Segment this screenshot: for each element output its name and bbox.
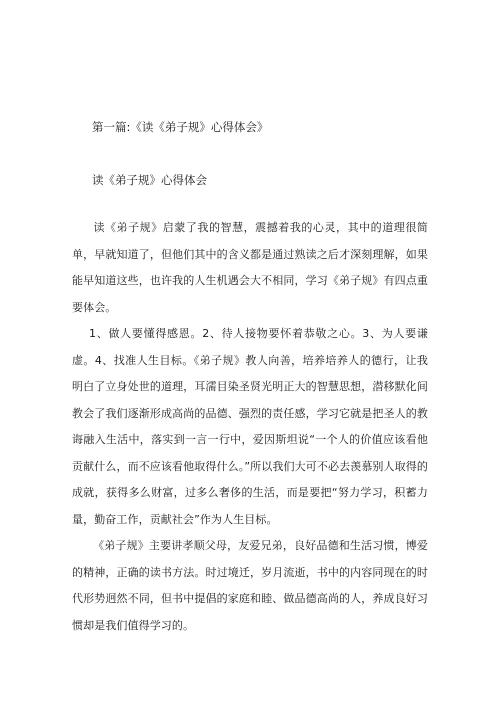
paragraph-1-text: 读《弟子规》启蒙了我的智慧，震撼着我的心灵，其中的道理很简单，早就知道了，但他们其中的含义都是通过熟读之后才深刻理解，如果能早知道这些，也许我的人生机遇会大不相同，学习《弟子规》有四点重要体会。 — [72, 221, 428, 314]
paragraph-2 — [72, 321, 428, 533]
paragraph-1 — [72, 215, 428, 321]
paragraph-3-text: 《弟子规》主要讲孝顺父母，友爱兄弟，良好品德和生活习惯，博爱的精神，正确的读书方法。时过境迁，岁月流逝，书中的内容同现在的时代形势迥然不同，但书中提倡的家庭和睦、做品德高尚的人，养成良好习惯却是我们值得学习的。 — [72, 539, 428, 632]
paragraph-2-text: 1、做人要懂得感恩。2、待人接物要怀着恭敬之心。3、为人要谦虚。4、找准人生目标。《弟子规》教人向善，培养培养人的德行，让我明白了立身处世的道理，耳濡目染圣贤光明正大的智慧思想，潜移默化间教会了我们逐渐形成高尚的品德、强烈的责任感，学习它就是把圣人的教诲融入生活中，落实到一言一行中，爱因斯坦说“一个人的价值应该看他贡献什么，而不应该看他取得什么。”所以我们大可不必去羡慕别人取得的成就，获得多么财富，过多么奢侈的生活，而是要把“努力学习，积蓄力量，勤奋工作，贡献社会”作为人生目标。 — [72, 327, 428, 526]
section-title: 读《弟子规》心得体会 — [92, 173, 207, 187]
paragraph-3 — [72, 533, 428, 639]
chapter-title: 第一篇:《读《弟子规》心得体会》 — [92, 120, 269, 134]
